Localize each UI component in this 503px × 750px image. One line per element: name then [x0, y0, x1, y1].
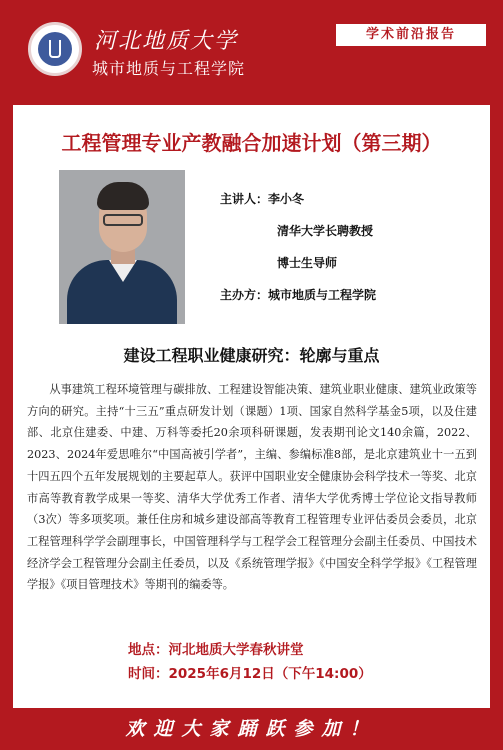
- host-organization: 主办方：城市地质与工程学院: [220, 288, 377, 302]
- photo-glasses: [103, 214, 143, 226]
- header-banner: [0, 0, 503, 105]
- logo-emblem: [38, 32, 72, 66]
- event-time: 时间：2025年6月12日（下午14:00）: [128, 666, 372, 682]
- talk-topic: 建设工程职业健康研究：轮廓与重点: [123, 346, 380, 365]
- university-logo: [28, 22, 82, 76]
- report-type-badge: 学术前沿报告: [336, 24, 486, 46]
- event-location: 地点：河北地质大学春秋讲堂: [128, 642, 304, 658]
- speaker-name: 主讲人：李小冬: [220, 192, 305, 206]
- logo-mark-icon: [49, 40, 61, 58]
- event-title: 工程管理专业产教融合加速计划（第三期）: [61, 131, 442, 155]
- university-name: 河北地质大学: [94, 29, 239, 54]
- footer-slogan: 欢迎大家踊跃参加！: [125, 718, 378, 740]
- speaker-role: 博士生导师: [277, 256, 338, 270]
- photo-hair: [97, 182, 149, 210]
- poster-card: [13, 105, 490, 708]
- speaker-bio: 从事建筑工程环境管理与碳排放、工程建设智能决策、建筑业职业健康、建筑业政策等方向的研究。主持“十三五”重点研发计划（课题）1项、国家自然科学基金5项，以及住建部、北京住建委、中建、万科等委托20余项科研课题，发表期刊论文140余篇，2022、2023、2024年爱思唯尔“中国高被引学者”，主编、参编标准8部，是北京建筑业十一五到十四五四个五年发展规划的主要起草人。获评中国职业安全健康协会科学技术一等奖、北京市高等教育教学成果一等奖、清华大学优秀工作者、清华大学优秀博士学位论文指导教师（3次）等多项奖项。兼任住房和城乡建设部高等教育工程管理专业评估委员会委员，北京工程管理科学学会副理事长，中国管理科学与工程学会工程管理分会副主任委员、中国技术经济学会工程管理分会副主任委员，以及《系统管理学报》《中国安全科学学报》《工程管理学报》《项目管理技术》等期刊的编委等。: [27, 383, 477, 592]
- speaker-title: 清华大学长聘教授: [277, 224, 374, 238]
- speaker-photo: [59, 170, 185, 324]
- college-name: 城市地质与工程学院: [92, 59, 246, 78]
